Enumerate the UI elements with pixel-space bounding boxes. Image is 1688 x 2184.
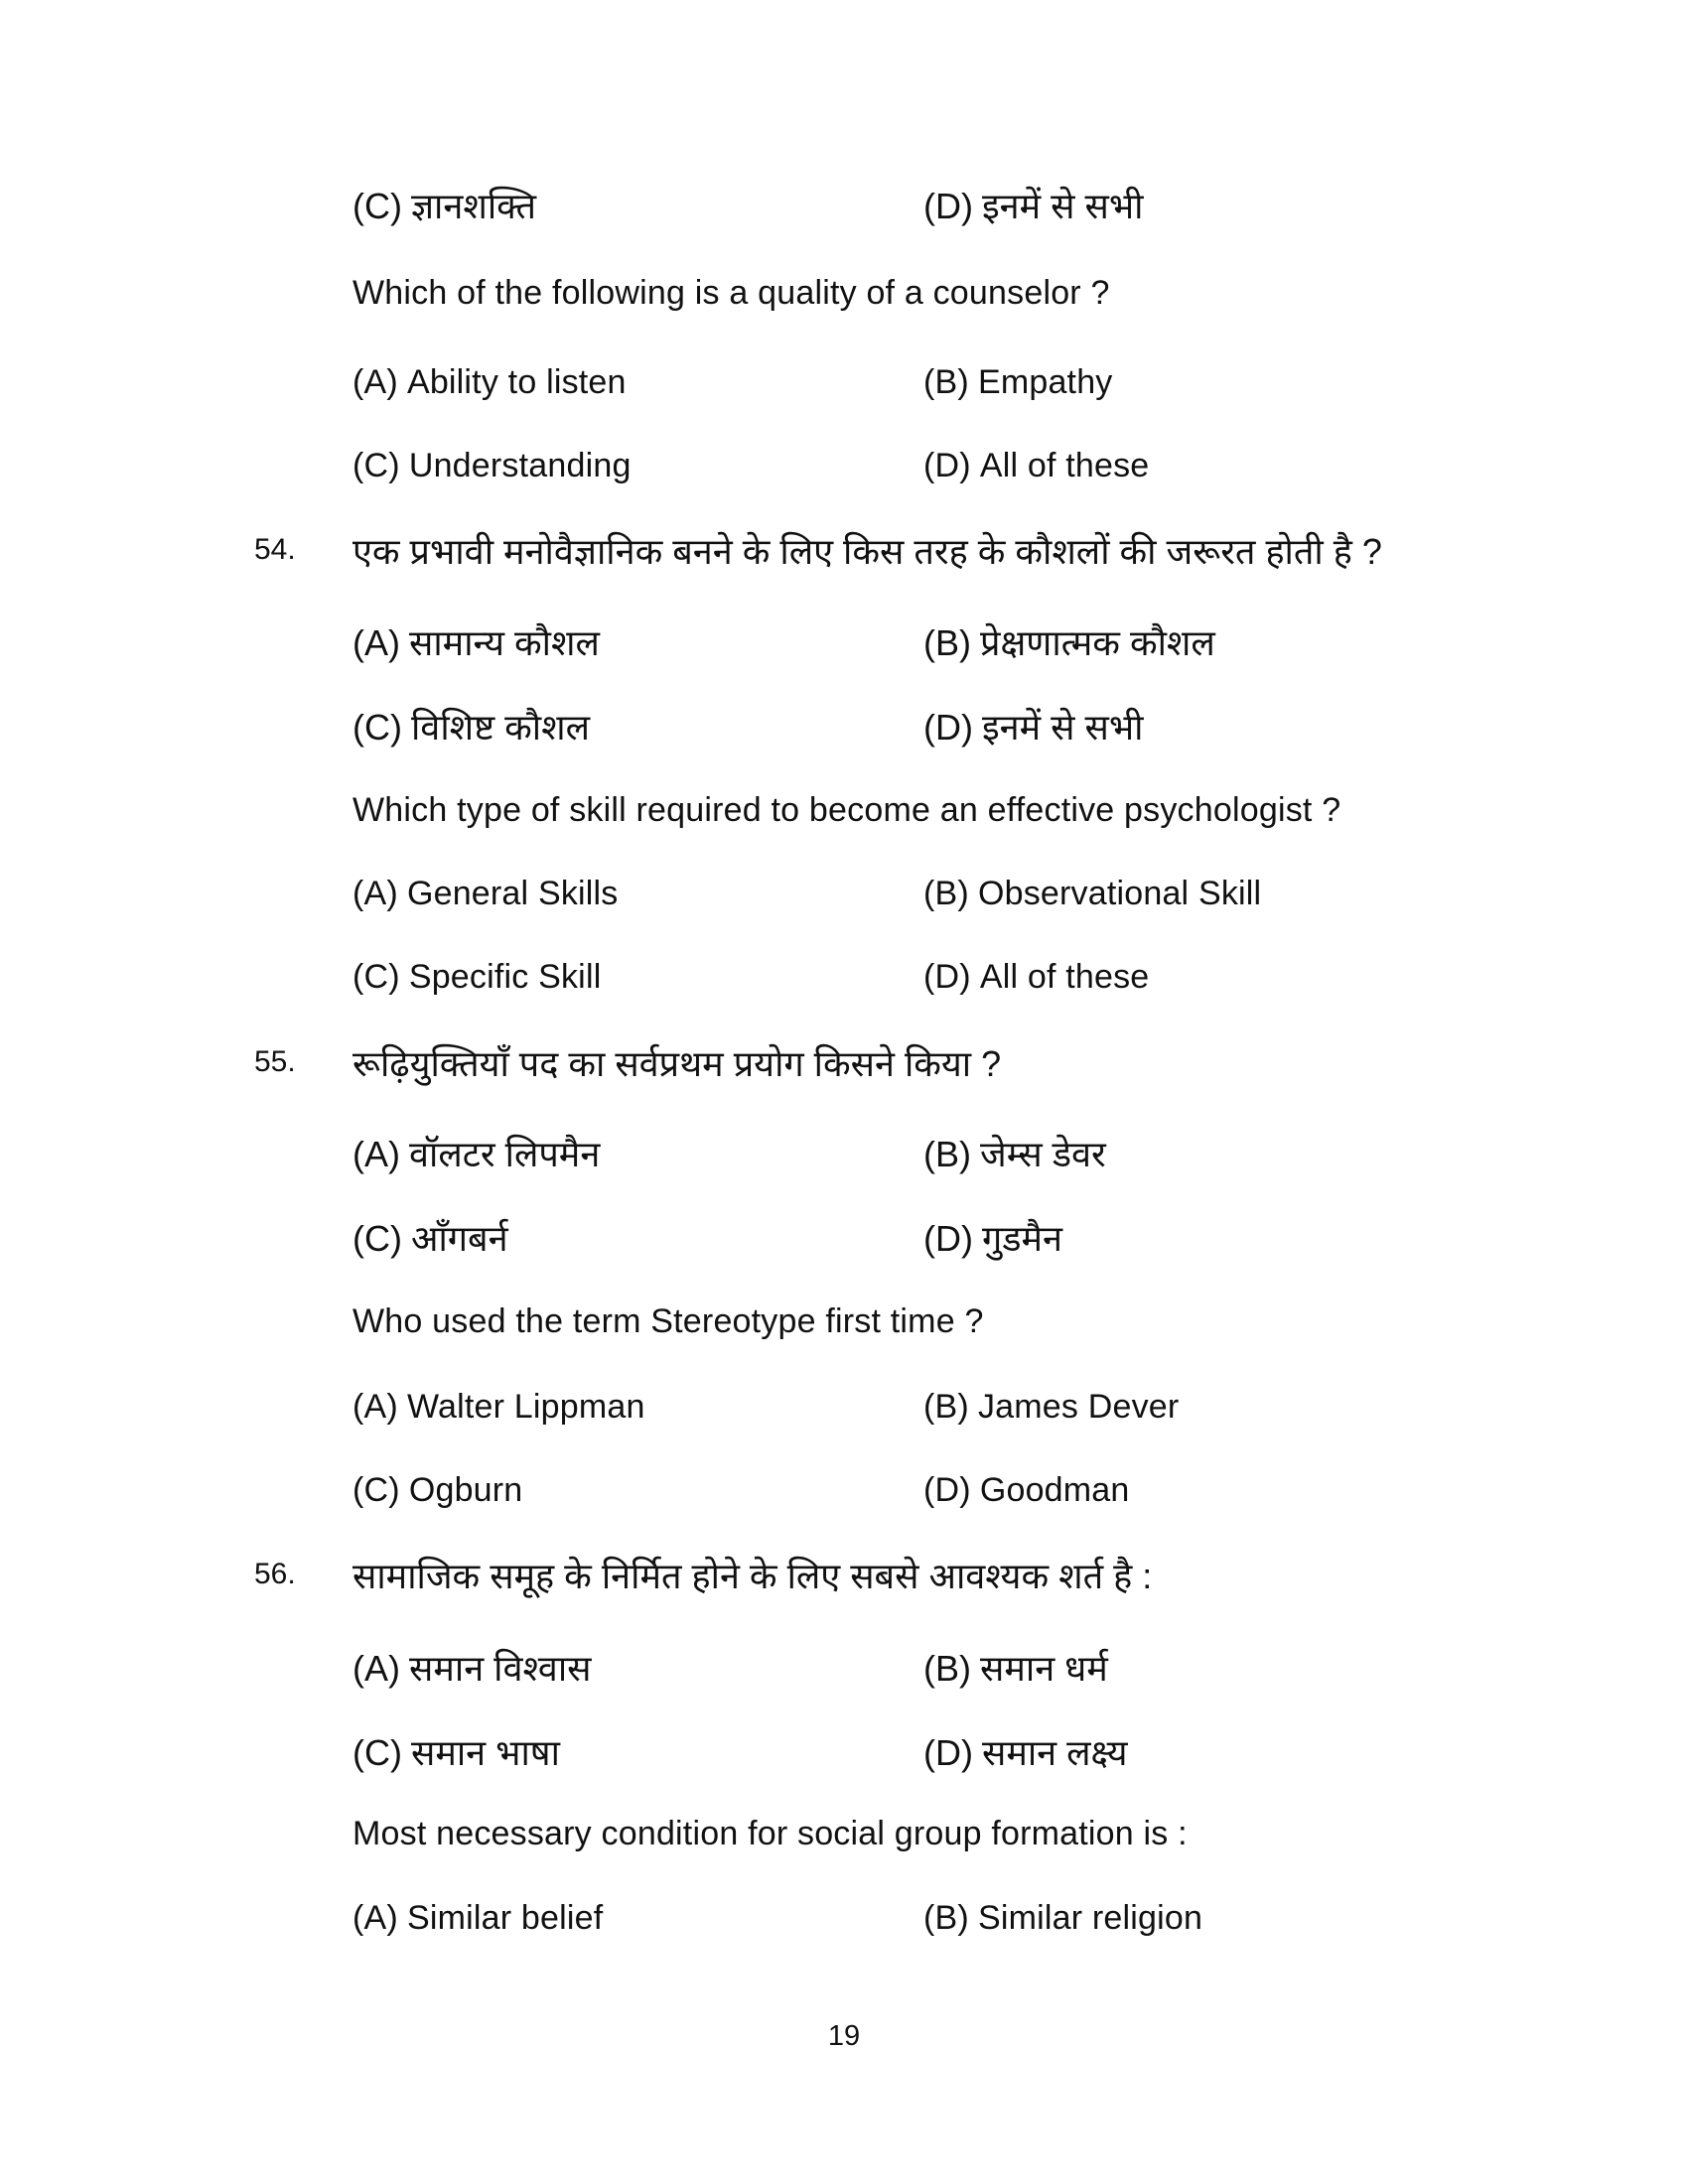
- option-56-en-a: [352, 1899, 923, 1938]
- option-label: (B): [923, 875, 969, 912]
- option-54-en-b: [923, 875, 1261, 913]
- option-text: आँगबर्न: [410, 1218, 508, 1259]
- question-number: 55.: [254, 1045, 296, 1078]
- question-text-row: [352, 1815, 1534, 1853]
- option-label: (D): [923, 447, 971, 484]
- option-53-en-d: [923, 447, 1149, 485]
- option-56-en-b: [923, 1899, 1202, 1938]
- question-text-row: [352, 274, 1534, 313]
- option-text: Similar religion: [977, 1899, 1203, 1937]
- option-label: (A): [352, 363, 398, 401]
- option-label: (C): [352, 1732, 402, 1773]
- option-label: (D): [923, 1732, 973, 1773]
- question-text-english: Which of the following is a quality of a counselor ?: [352, 274, 1110, 312]
- options-row: [352, 1727, 1534, 1776]
- option-56-hi-c: [352, 1727, 923, 1776]
- page-number: 19: [827, 2020, 861, 2052]
- option-text: विशिष्ट कौशल: [410, 707, 591, 748]
- option-text: समान लक्ष्य: [981, 1732, 1128, 1773]
- option-label: (A): [352, 1134, 400, 1174]
- options-row: [352, 1899, 1534, 1938]
- question-number: 54.: [254, 533, 296, 566]
- option-55-hi-b: [923, 1129, 1106, 1177]
- question-text-row: [352, 1302, 1534, 1341]
- option-text: समान धर्म: [980, 1648, 1108, 1689]
- option-53-en-b: [923, 363, 1113, 402]
- option-53-en-c: [352, 447, 923, 485]
- option-54-en-c: [352, 958, 923, 997]
- option-54-hi-b: [923, 617, 1215, 666]
- option-text: Empathy: [977, 363, 1113, 401]
- options-row: [352, 958, 1534, 997]
- question-text-hindi: सामाजिक समूह के निर्मित होने के लिए सबसे आवश्यक शर्त है :: [352, 1556, 1153, 1596]
- question-text-row: [352, 1038, 1534, 1087]
- option-53-en-a: [352, 363, 923, 402]
- option-56-hi-a: [352, 1643, 923, 1692]
- option-text: गुडमैन: [981, 1218, 1063, 1259]
- option-55-hi-d: [923, 1213, 1062, 1262]
- question-text-english: Most necessary condition for social group formation is :: [352, 1815, 1188, 1852]
- option-label: (A): [352, 622, 400, 663]
- option-label: (A): [352, 1388, 398, 1426]
- option-label: (D): [923, 707, 973, 748]
- option-label: (A): [352, 1899, 398, 1937]
- options-row: [352, 875, 1534, 913]
- option-54-hi-d: [923, 702, 1143, 751]
- option-text: Specific Skill: [408, 958, 602, 996]
- option-text: Similar belief: [406, 1899, 604, 1937]
- option-text: James Dever: [977, 1388, 1180, 1426]
- option-text: Ogburn: [408, 1471, 523, 1509]
- option-label: (B): [923, 1648, 971, 1689]
- option-text: Goodman: [979, 1471, 1130, 1509]
- option-label: (C): [352, 707, 402, 748]
- options-row: [352, 181, 1534, 229]
- option-53-hi-d: [923, 181, 1143, 229]
- option-label: (C): [352, 1471, 400, 1509]
- option-text: समान विश्वास: [409, 1648, 592, 1689]
- option-label: (A): [352, 875, 398, 912]
- options-row: [352, 447, 1534, 485]
- option-label: (C): [352, 1218, 402, 1259]
- option-54-hi-a: [352, 617, 923, 666]
- option-text: All of these: [979, 447, 1150, 484]
- question-text-hindi: एक प्रभावी मनोवैज्ञानिक बनने के लिए किस तरह के कौशलों की जरूरत होती है ?: [352, 531, 1382, 572]
- option-label: (D): [923, 958, 971, 996]
- option-text: समान भाषा: [410, 1732, 560, 1773]
- option-label: (D): [923, 1471, 971, 1509]
- option-text: जेम्स डेवर: [980, 1134, 1106, 1174]
- option-55-hi-c: [352, 1213, 923, 1262]
- option-text: ज्ञानशक्ति: [410, 186, 536, 226]
- option-text: प्रेक्षणात्मक कौशल: [980, 622, 1215, 663]
- options-row: [352, 1388, 1534, 1427]
- options-row: [352, 1471, 1534, 1510]
- option-label: (D): [923, 1218, 973, 1259]
- option-text: Observational Skill: [977, 875, 1262, 912]
- question-text-row: [352, 526, 1534, 575]
- option-55-en-d: [923, 1471, 1130, 1510]
- option-56-hi-d: [923, 1727, 1127, 1776]
- options-row: [352, 363, 1534, 402]
- options-row: [352, 617, 1534, 666]
- option-55-en-c: [352, 1471, 923, 1510]
- question-text-english: Who used the term Stereotype first time ?: [352, 1302, 984, 1340]
- page-footer: [0, 2020, 1688, 2053]
- option-label: (C): [352, 186, 402, 226]
- option-label: (B): [923, 1388, 969, 1426]
- option-54-hi-c: [352, 702, 923, 751]
- options-row: [352, 1213, 1534, 1262]
- option-55-hi-a: [352, 1129, 923, 1177]
- option-text: Understanding: [408, 447, 632, 484]
- option-55-en-a: [352, 1388, 923, 1427]
- question-text-row: [352, 1551, 1534, 1599]
- option-54-en-d: [923, 958, 1149, 997]
- option-label: (B): [923, 363, 969, 401]
- question-number: 56.: [254, 1558, 296, 1590]
- option-text: General Skills: [406, 875, 619, 912]
- option-label: (A): [352, 1648, 400, 1689]
- option-text: इनमें से सभी: [981, 186, 1144, 226]
- option-text: All of these: [979, 958, 1150, 996]
- option-label: (B): [923, 1899, 969, 1937]
- option-text: इनमें से सभी: [981, 707, 1144, 748]
- option-label: (C): [352, 958, 400, 996]
- option-label: (C): [352, 447, 400, 484]
- option-text: Ability to listen: [406, 363, 627, 401]
- question-text-english: Which type of skill required to become an effective psychologist ?: [352, 791, 1341, 829]
- options-row: [352, 702, 1534, 751]
- option-label: (B): [923, 1134, 971, 1174]
- option-text: वॉलटर लिपमैन: [409, 1134, 601, 1174]
- option-56-hi-b: [923, 1643, 1108, 1692]
- question-text-hindi: रूढ़ियुक्तियाँ पद का सर्वप्रथम प्रयोग किसने किया ?: [352, 1043, 1002, 1084]
- option-55-en-b: [923, 1388, 1179, 1427]
- options-row: [352, 1129, 1534, 1177]
- options-row: [352, 1643, 1534, 1692]
- option-53-hi-c: [352, 181, 923, 229]
- option-label: (B): [923, 622, 971, 663]
- option-label: (D): [923, 186, 973, 226]
- option-text: सामान्य कौशल: [409, 622, 600, 663]
- option-text: Walter Lippman: [406, 1388, 645, 1426]
- question-text-row: [352, 791, 1534, 830]
- option-54-en-a: [352, 875, 923, 913]
